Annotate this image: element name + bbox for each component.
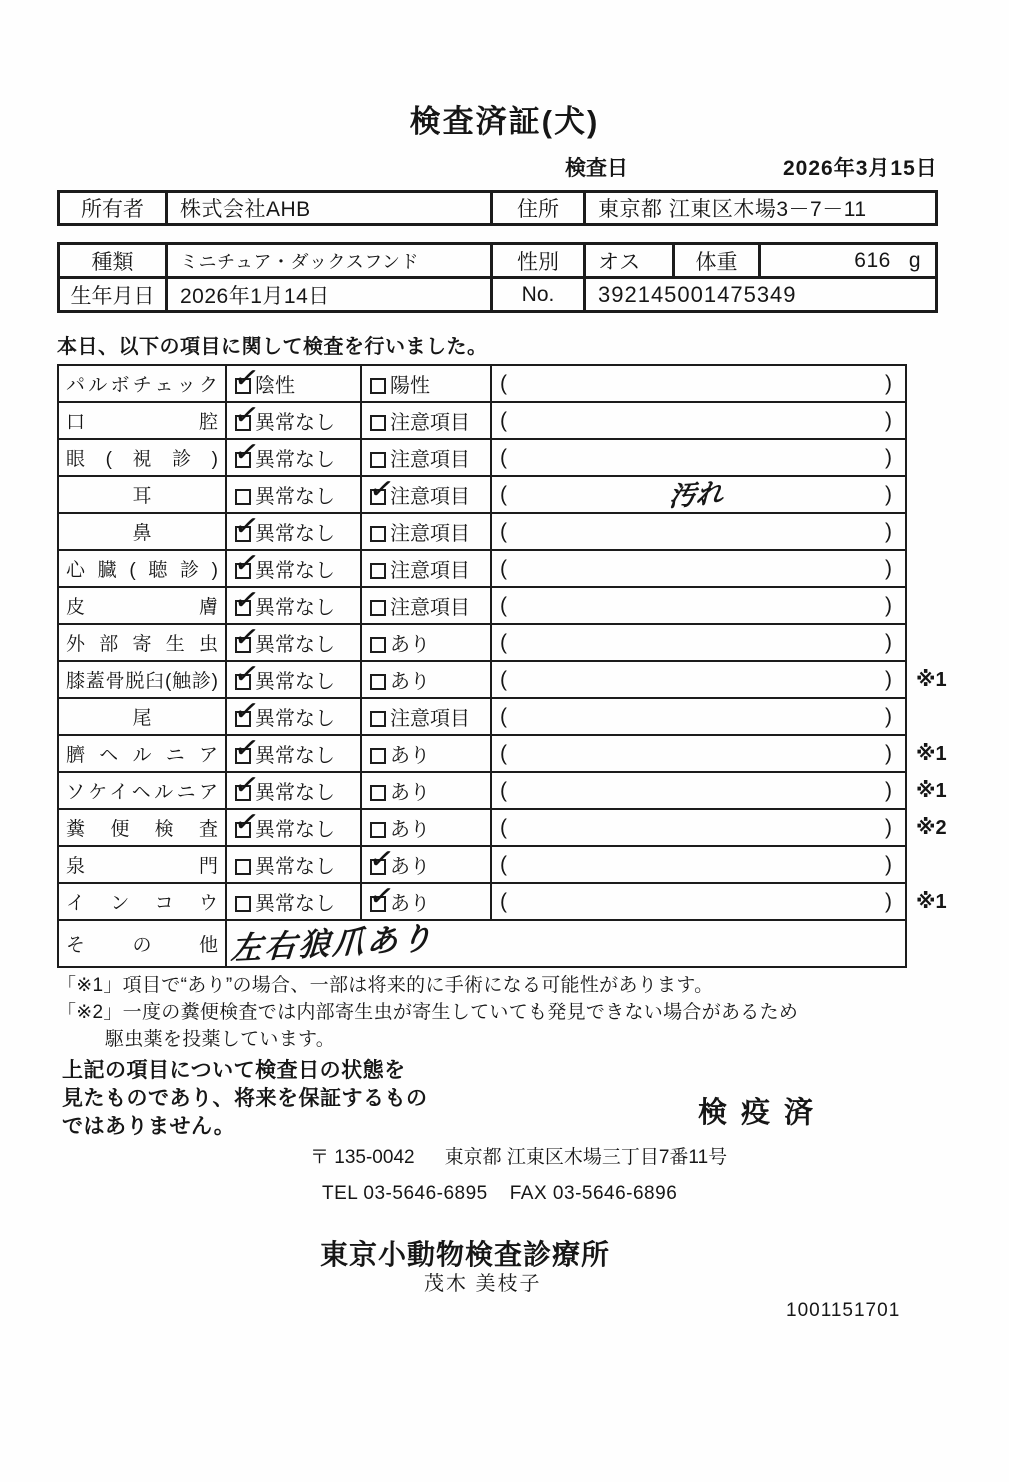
note-area (492, 403, 905, 438)
owner-value: 株式会社AHB (167, 192, 492, 225)
checkbox-icon[interactable] (235, 563, 251, 579)
note-area (492, 514, 905, 549)
checkbox-icon[interactable] (370, 637, 386, 653)
option-label: あり (390, 782, 430, 804)
exam-row (58, 476, 950, 513)
document-title: 検査済証(犬) (409, 104, 600, 139)
exam-item-name: 外部寄生虫 (66, 634, 218, 655)
checkbox-icon[interactable] (235, 896, 251, 912)
weight-label: 体重 (674, 244, 760, 278)
option-label: 異常なし (255, 708, 335, 730)
note-area (492, 699, 905, 734)
disclaimer-line-2: 見たものであり、将来を保証するもの (62, 1087, 428, 1110)
note-area (492, 477, 905, 512)
exam-item-name: 鼻 (132, 523, 152, 544)
note-area (492, 551, 905, 586)
sex-value: オス (585, 244, 674, 278)
option-label: 異常なし (255, 671, 335, 693)
tel-fax-line (322, 1183, 677, 1205)
clinic-address: 東京都 江東区木場三丁目7番11号 (444, 1147, 728, 1168)
no-value: 392145001475349 (585, 278, 937, 312)
footnote-mark (906, 624, 950, 661)
handwritten-note: ( 汚れ (667, 478, 724, 513)
note-area (492, 884, 905, 919)
exam-row (58, 661, 950, 698)
checkbox-icon[interactable] (235, 711, 251, 727)
exam-item-name: 口腔 (66, 412, 218, 433)
footnote-mark (906, 365, 950, 402)
footnote-mark: ※1 (916, 780, 947, 802)
option-label: 注意項目 (390, 486, 470, 508)
disclaimer (62, 1057, 428, 1141)
breed-value: ミニチュア・ダックスフンド (167, 244, 492, 278)
exam-row (58, 624, 950, 661)
breed-label: 種類 (59, 244, 167, 278)
checkbox-icon[interactable] (235, 785, 251, 801)
option-label: あり (390, 893, 430, 915)
footnote-mark (906, 587, 950, 624)
exam-item-name: 心臓(聴診) (66, 560, 218, 581)
owner-label: 所有者 (59, 192, 167, 225)
checkbox-icon[interactable] (370, 489, 386, 505)
footnote-mark (906, 698, 950, 735)
checkbox-icon[interactable] (235, 859, 251, 875)
option-label: 異常なし (255, 856, 335, 878)
note-area (492, 847, 905, 882)
exam-item-name: インコウ (66, 893, 218, 914)
clinic-name: 東京小動物検査診療所 (320, 1239, 611, 1270)
option-label: 注意項目 (390, 523, 470, 545)
footnote-2-continuation: 駆虫薬を投薬しています。 (105, 1029, 336, 1050)
exam-row (58, 846, 950, 883)
footnote-mark (906, 513, 950, 550)
option-label: 注意項目 (390, 597, 470, 619)
checkbox-icon[interactable] (235, 378, 251, 394)
fax-number: FAX 03-5646-6896 (509, 1183, 678, 1204)
option-label: 異常なし (255, 819, 335, 841)
footnote-mark (906, 846, 950, 883)
checkbox-icon[interactable] (370, 415, 386, 431)
no-label: No. (492, 278, 585, 312)
exam-row (58, 587, 950, 624)
option-label: 注意項目 (390, 412, 470, 434)
checkbox-icon[interactable] (235, 600, 251, 616)
sex-label: 性別 (492, 244, 585, 278)
exam-item-name: その他 (66, 935, 218, 956)
footnote-2: 「※2」一度の糞便検査では内部寄生虫が寄生していても発見できない場合があるため (57, 1002, 799, 1023)
checkbox-icon[interactable] (370, 674, 386, 690)
checkbox-icon[interactable] (235, 637, 251, 653)
checkbox-icon[interactable] (235, 822, 251, 838)
handwritten-other-note: 左右狼爪あり (229, 920, 436, 967)
exam-row (58, 772, 950, 809)
address-value: 東京都 江東区木場3－7－11 (585, 192, 937, 225)
exam-row (58, 513, 950, 550)
option-label: あり (390, 819, 430, 841)
footnote-mark (906, 920, 950, 967)
disclaimer-line-1: 上記の項目について検査日の状態を (62, 1059, 406, 1082)
exam-row (58, 883, 950, 920)
checkbox-icon[interactable] (370, 748, 386, 764)
checkbox-icon[interactable] (370, 452, 386, 468)
option-label: 陰性 (255, 375, 295, 397)
option-label: あり (390, 856, 430, 878)
checkbox-icon[interactable] (235, 415, 251, 431)
pet-info-table (57, 242, 938, 313)
weight-unit: g (908, 248, 921, 272)
weight-number: 616 (854, 248, 891, 272)
exam-item-name: 耳 (132, 486, 152, 507)
exam-row (58, 402, 950, 439)
note-area (492, 366, 905, 401)
option-label: 異常なし (255, 893, 335, 915)
note-area (492, 736, 905, 771)
option-label: あり (390, 671, 430, 693)
option-label: 異常なし (255, 782, 335, 804)
option-label: 注意項目 (390, 449, 470, 471)
exam-item-name: 泉門 (66, 856, 218, 877)
note-area (492, 588, 905, 623)
option-label: 異常なし (255, 560, 335, 582)
inspection-date-label: 検査日 (565, 157, 628, 180)
checkbox-icon[interactable] (235, 748, 251, 764)
exam-table-body (58, 365, 950, 967)
option-label: 注意項目 (390, 708, 470, 730)
option-label: 異常なし (255, 597, 335, 619)
weight-value (760, 244, 937, 278)
footnote-1: 「※1」項目で“あり”の場合、一部は将来的に手術になる可能性があります。 (57, 975, 714, 996)
note-area (492, 625, 905, 660)
pet-info-row-2 (59, 278, 937, 312)
option-label: あり (390, 634, 430, 656)
footnote-mark (906, 402, 950, 439)
pet-info-row-1 (59, 244, 937, 278)
footnote-mark: ※1 (916, 891, 947, 913)
quarantine-done-stamp: 検疫済 (698, 1097, 828, 1129)
dob-value: 2026年1月14日 (167, 278, 492, 312)
staff-name: 茂木 美枝子 (424, 1273, 542, 1295)
exam-item-name: 皮膚 (66, 597, 218, 618)
checkbox-icon[interactable] (235, 452, 251, 468)
note-area (492, 662, 905, 697)
checkbox-icon[interactable] (370, 526, 386, 542)
exam-row (58, 365, 950, 402)
footnote-mark: ※1 (916, 669, 947, 691)
checkbox-icon[interactable] (370, 600, 386, 616)
exam-item-name: 臍ヘルニア (66, 745, 218, 766)
option-label: 陽性 (390, 375, 430, 397)
checkbox-icon[interactable] (235, 489, 251, 505)
exam-row (58, 698, 950, 735)
footnotes (57, 972, 798, 1053)
exam-table (57, 364, 951, 968)
option-label: 異常なし (255, 449, 335, 471)
exam-item-name: 眼(視診) (66, 449, 218, 470)
dob-label: 生年月日 (59, 278, 167, 312)
disclaimer-line-3: ではありません。 (62, 1115, 236, 1138)
intro-text: 本日、以下の項目に関して検査を行いました。 (57, 336, 488, 358)
note-area (492, 440, 905, 475)
checkbox-icon[interactable] (370, 378, 386, 394)
exam-item-name: 尾 (132, 708, 152, 729)
postal-address-line (310, 1142, 727, 1169)
address-label: 住所 (492, 192, 585, 225)
checkbox-icon[interactable] (370, 896, 386, 912)
exam-row (58, 809, 950, 846)
footnote-mark (906, 550, 950, 587)
option-label: 異常なし (255, 412, 335, 434)
checkbox-icon[interactable] (370, 785, 386, 801)
exam-row (58, 920, 950, 967)
option-label: 異常なし (255, 486, 335, 508)
checkbox-icon[interactable] (235, 526, 251, 542)
option-label: 注意項目 (390, 560, 470, 582)
note-area (492, 810, 905, 845)
checkbox-icon[interactable] (235, 674, 251, 690)
footnote-mark: ※2 (916, 817, 947, 839)
exam-item-name: 膝蓋骨脱臼(触診) (66, 671, 218, 692)
option-label: 異常なし (255, 634, 335, 656)
tel-number: TEL 03-5646-6895 (322, 1183, 488, 1204)
checkbox-icon[interactable] (370, 711, 386, 727)
postal-code: 〒 135-0042 (310, 1147, 415, 1168)
footnote-mark: ※1 (916, 743, 947, 765)
exam-row (58, 735, 950, 772)
option-label: あり (390, 745, 430, 767)
footnote-mark (906, 439, 950, 476)
checkbox-icon[interactable] (370, 563, 386, 579)
exam-item-name: 糞便検査 (66, 819, 218, 840)
exam-item-name: パルボチェック (66, 375, 218, 396)
inspection-date-value: 2026年3月15日 (783, 157, 938, 180)
checkbox-icon[interactable] (370, 822, 386, 838)
owner-row (59, 192, 937, 225)
exam-row (58, 550, 950, 587)
document-number: 1001151701 (786, 1300, 901, 1321)
note-area (492, 773, 905, 808)
owner-table (57, 190, 938, 226)
exam-row (58, 439, 950, 476)
option-label: 異常なし (255, 745, 335, 767)
option-label: 異常なし (255, 523, 335, 545)
checkbox-icon[interactable] (370, 859, 386, 875)
exam-item-name: ソケイヘルニア (66, 782, 218, 803)
footnote-mark (906, 476, 950, 513)
